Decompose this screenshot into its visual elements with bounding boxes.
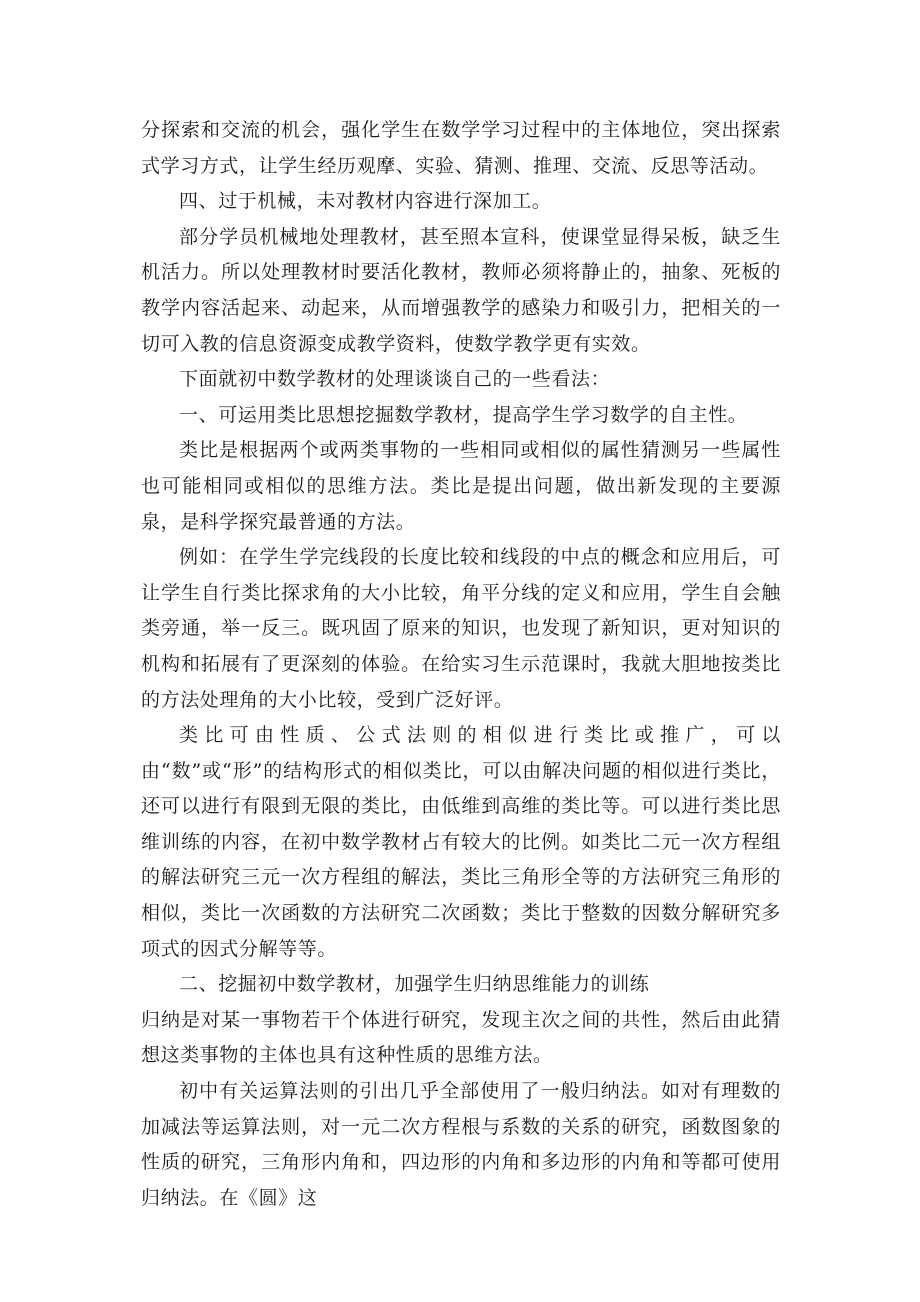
paragraph-continued-exploration: 分探索和交流的机会，强化学生在数学学习过程中的主体地位，突出探索式学习方式，让学生经历观摩、实验、猜测、推理、交流、反思等活动。 bbox=[141, 119, 781, 177]
paragraph-analogy-types: 类比可由性质、公式法则的相似进行类比或推广，可以由“数”或“形”的结构形式的相似类比，可以由解决问题的相似进行类比，还可以进行有限到无限的类比，由低维到高维的类比等。可以进行类比思维训练的内容，在初中数学教材占有较大的比例。如类比二元一次方程组的解法研究三元一次方程组的解法，类比三角形全等的方法研究三角形的相似，类比一次函数的方法研究二次函数；类比于整数的因数分解研究多项式的因式分解等等。 bbox=[141, 724, 781, 960]
paragraph-induction-examples: 初中有关运算法则的引出几乎全部使用了一般归纳法。如对有理数的加减法等运算法则，对一元二次方程根与系数的关系的研究，函数图象的性质的研究，三角形内角和，四边形的内角和多边形的内角和等都可使用归纳法。在《圆》这 bbox=[141, 1080, 781, 1209]
paragraph-analogy-example: 例如：在学生学完线段的长度比较和线段的中点的概念和应用后，可让学生自行类比探求角的大小比较，角平分线的定义和应用，学生自会触类旁通，举一反三。既巩固了原来的知识，也发现了新知识，更对知识的机构和拓展有了更深刻的体验。在给实习生示范课时，我就大胆地按类比的方法处理角的大小比较，受到广泛好评。 bbox=[141, 546, 781, 711]
heading-two-induction: 二、挖掘初中数学教材，加强学生归纳思维能力的训练 bbox=[179, 973, 650, 996]
body-text bbox=[141, 113, 781, 1216]
heading-four-too-mechanical: 四、过于机械，未对教材内容进行深加工。 bbox=[179, 190, 552, 213]
heading-one-analogy: 一、可运用类比思想挖掘数学教材，提高学生学习数学的自主性。 bbox=[179, 403, 748, 426]
paragraph-mechanical-handling: 部分学员机械地处理教材，甚至照本宣科，使课堂显得呆板，缺乏生机活力。所以处理教材时要活化教材，教师必须将静止的，抽象、死板的教学内容活起来、动起来，从而增强教学的感染力和吸引力，把相关的一切可入教的信息资源变成教学资料，使数学教学更有实效。 bbox=[141, 225, 781, 355]
paragraph-analogy-definition: 类比是根据两个或两类事物的一些相同或相似的属性猜测另一些属性也可能相同或相似的思维方法。类比是提出问题，做出新发现的主要源泉，是科学探究最普通的方法。 bbox=[141, 439, 781, 533]
paragraph-induction-definition: 归纳是对某一事物若干个体进行研究，发现主次之间的共性，然后由此猜想这类事物的主体也具有这种性质的思维方法。 bbox=[141, 1008, 781, 1067]
paragraph-intro-views: 下面就初中数学教材的处理谈谈自己的一些看法： bbox=[179, 368, 611, 391]
